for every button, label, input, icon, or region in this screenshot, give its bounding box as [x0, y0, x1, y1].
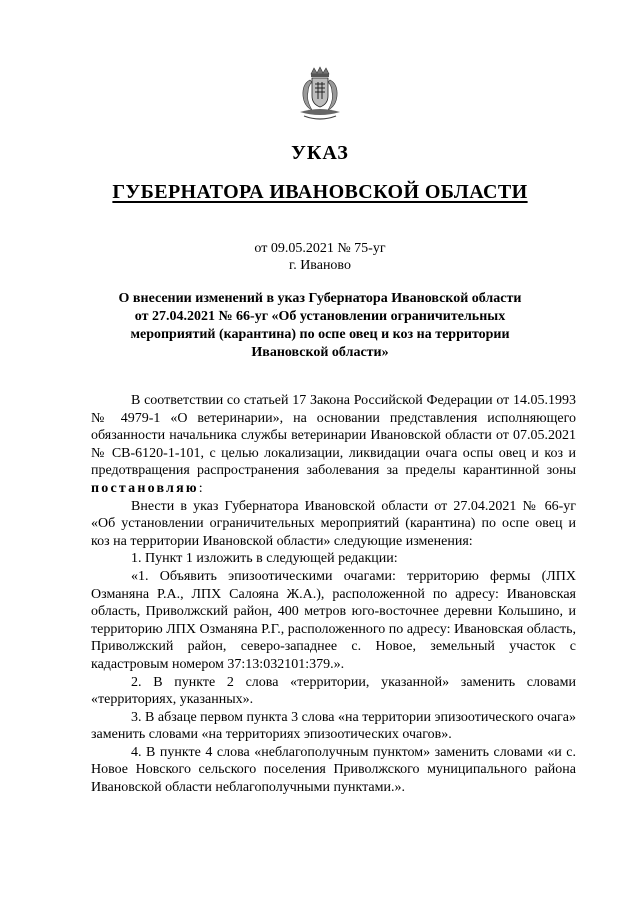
preamble-text: В соответствии со статьей 17 Закона Российской Федерации от 14.05.1993 № 4979-1 «О ветеринарии», на основании представления исполняющего обязанности начальника службы ветеринарии Ивановской области от 07.05.2021 № СВ-6120-1-101, с целью локализации, ликвидации очага оспы овец и коз и предотвращения распространения заболевания за пределы карантинной зоны [91, 393, 576, 479]
paragraph-intro: Внести в указ Губернатора Ивановской области от 27.04.2021 № 66-уг «Об установлении ограничительных мероприятий (карантина) по оспе овец и коз на территории Ивановской области» следующие изменения: [91, 498, 576, 549]
document-title: УКАЗ [291, 142, 349, 164]
paragraph-item-3: 3. В абзаце первом пункта 3 слова «на территории эпизоотического очага» заменить словами «на территориях эпизоотических очагов». [91, 709, 576, 743]
subject-line-2: от 27.04.2021 № 66-уг «Об установлении ограничительных [134, 309, 506, 324]
subject-line-4: Ивановской области» [251, 345, 389, 360]
paragraph-item-1-text: «1. Объявить эпизоотическими очагами: территорию фермы (ЛПХ Озманяна Р.А., ЛПХ Салояна Ж.А.), расположенной по адресу: Ивановская область, Приволжский район, 400 метров юго-восточнее деревни Кольшино, и территорию ЛПХ Озманяна Р.Г., расположенного по адресу: Ивановская область, Приволжский район, северо-западнее с. Новое, земельный участок с кадастровым номером 37:13:032101:379.». [91, 568, 576, 672]
coat-of-arms-icon [296, 66, 344, 124]
paragraph-preamble [91, 392, 576, 498]
document-issuer-text: ГУБЕРНАТОРА ИВАНОВСКОЙ ОБЛАСТИ [112, 181, 528, 203]
paragraph-item-4: 4. В пункте 4 слова «неблагополучным пунктом» заменить словами «и с. Новое Новского сельского поселения Приволжского муниципального района Ивановской области неблагополучными пунктами.». [91, 744, 576, 796]
document-city: г. Иваново [289, 258, 351, 273]
preamble-end: : [198, 480, 203, 496]
document-date-number: от 09.05.2021 № 75-уг [254, 241, 386, 256]
document-subject [118, 290, 522, 362]
document-body [91, 392, 576, 797]
document-issuer [0, 181, 640, 204]
document-meta [0, 240, 640, 274]
paragraph-item-2: 2. В пункте 2 слова «территории, указанной» заменить словами «территориях, указанных». [91, 674, 576, 708]
coat-of-arms-svg [296, 66, 344, 124]
decree-word: постановляю [91, 480, 199, 496]
paragraph-item-1: 1. Пункт 1 изложить в следующей редакции: [131, 551, 398, 567]
subject-line-3: мероприятий (карантина) по оспе овец и коз на территории [130, 327, 510, 342]
subject-line-1: О внесении изменений в указ Губернатора Ивановской области [118, 291, 522, 306]
